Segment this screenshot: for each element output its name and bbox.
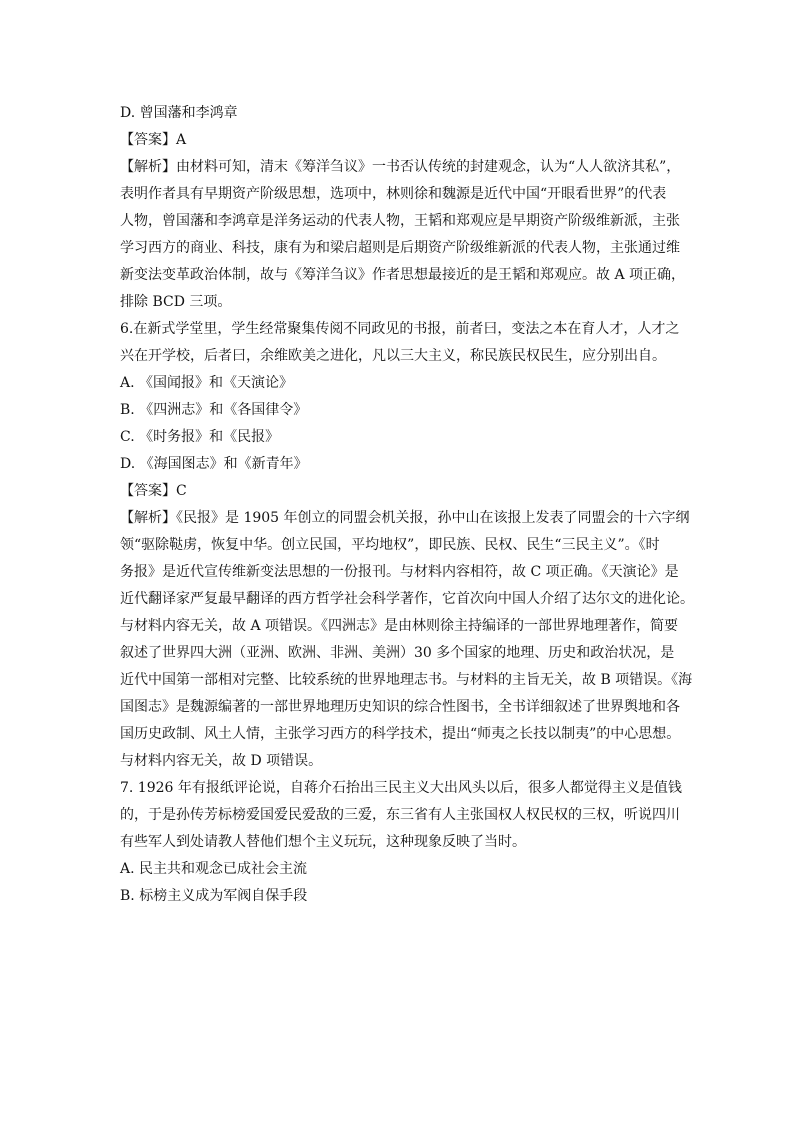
q6-option-a: A. 《国闻报》和《天演论》 xyxy=(120,375,294,391)
q5-analysis-line: 学习西方的商业、科技，康有为和梁启超则是后期资产阶级维新派的代表人物，主张通过维 xyxy=(120,240,680,256)
q5-analysis-line: 新变法变革政治体制，故与《筹洋刍议》作者思想最接近的是王韬和郑观应。故 A 项正确， xyxy=(120,267,686,283)
q6-analysis-line: 近代翻译家严复最早翻译的西方哲学社会科学著作，它首次向中国人介绍了达尔文的进化论。 xyxy=(120,591,694,607)
q7-stem-line: 7. 1926 年有报纸评论说，自蒋介石抬出三民主义大出风头以后，很多人都觉得主义是值钱 xyxy=(120,780,682,796)
q7-stem-line: 的，于是孙传芳标榜爱国爱民爱敌的三爱，东三省有人主张国权人权民权的三权，听说四川 xyxy=(120,807,680,823)
q5-option-d: D. 曾国藩和李鸿章 xyxy=(120,105,238,121)
q5-analysis-line: 排除 BCD 三项。 xyxy=(120,294,232,310)
q6-stem-line: 兴在开学校，后者曰，余维欧美之进化，凡以三大主义，称民族民权民生，应分别出自。 xyxy=(120,348,666,364)
q6-analysis-line: 与材料内容无关，故 A 项错误。《四洲志》是由林则徐主持编译的一部世界地理著作，简要 xyxy=(120,618,679,634)
q6-analysis-line: 国图志》是魏源编著的一部世界地理历史知识的综合性图书，全书详细叙述了世界舆地和各 xyxy=(120,699,680,715)
q6-answer: 【答案】C xyxy=(120,483,187,499)
q5-answer: 【答案】A xyxy=(120,132,187,148)
q6-analysis-line: 叙述了世界四大洲（亚洲、欧洲、非洲、美洲）30 多个国家的地理、历史和政治状况，是 xyxy=(120,645,675,661)
q6-analysis-line: 与材料内容无关，故 D 项错误。 xyxy=(120,753,323,769)
q6-analysis-line: 【解析】《民报》是 1905 年创立的同盟会机关报，孙中山在该报上发表了同盟会的十六字纲 xyxy=(120,510,690,526)
q6-option-c: C. 《时务报》和《民报》 xyxy=(120,429,280,445)
q6-analysis-line: 务报》是近代宣传维新变法思想的一份报刊。与材料内容相符，故 C 项正确。《天演论》是 xyxy=(120,564,679,580)
q7-option-a: A. 民主共和观念已成社会主流 xyxy=(120,861,308,877)
q6-option-d: D. 《海国图志》和《新青年》 xyxy=(120,456,308,472)
q5-analysis-line: 【解析】由材料可知，清末《筹洋刍议》一书否认传统的封建观念，认为“人人欲济其私”， xyxy=(120,159,681,175)
q5-analysis-line: 人物，曾国藩和李鸿章是洋务运动的代表人物，王韬和郑观应是早期资产阶级维新派，主张 xyxy=(120,213,680,229)
q7-stem-line: 有些军人到处请教人替他们想个主义玩玩，这种现象反映了当时。 xyxy=(120,834,526,850)
document-page xyxy=(120,100,694,910)
q6-analysis-line: 国历史政制、风土人情，主张学习西方的科学技术，提出“师夷之长技以制夷”的中心思想。 xyxy=(120,726,681,742)
q7-option-b: B. 标榜主义成为军阀自保手段 xyxy=(120,888,308,904)
q6-option-b: B. 《四洲志》和《各国律令》 xyxy=(120,402,308,418)
q6-analysis-line: 近代中国第一部相对完整、比较系统的世界地理志书。与材料的主旨无关，故 B 项错误。《海 xyxy=(120,672,693,688)
q6-stem-line: 6.在新式学堂里，学生经常聚集传阅不同政见的书报，前者曰，变法之本在育人才，人才之 xyxy=(120,321,680,337)
q6-analysis-line: 领“驱除鞑虏，恢复中华。创立民国，平均地权”，即民族、民权、民生“三民主义”。《时 xyxy=(120,537,660,553)
q5-analysis-line: 表明作者具有早期资产阶级思想，选项中，林则徐和魏源是近代中国“开眼看世界”的代表 xyxy=(120,186,667,202)
